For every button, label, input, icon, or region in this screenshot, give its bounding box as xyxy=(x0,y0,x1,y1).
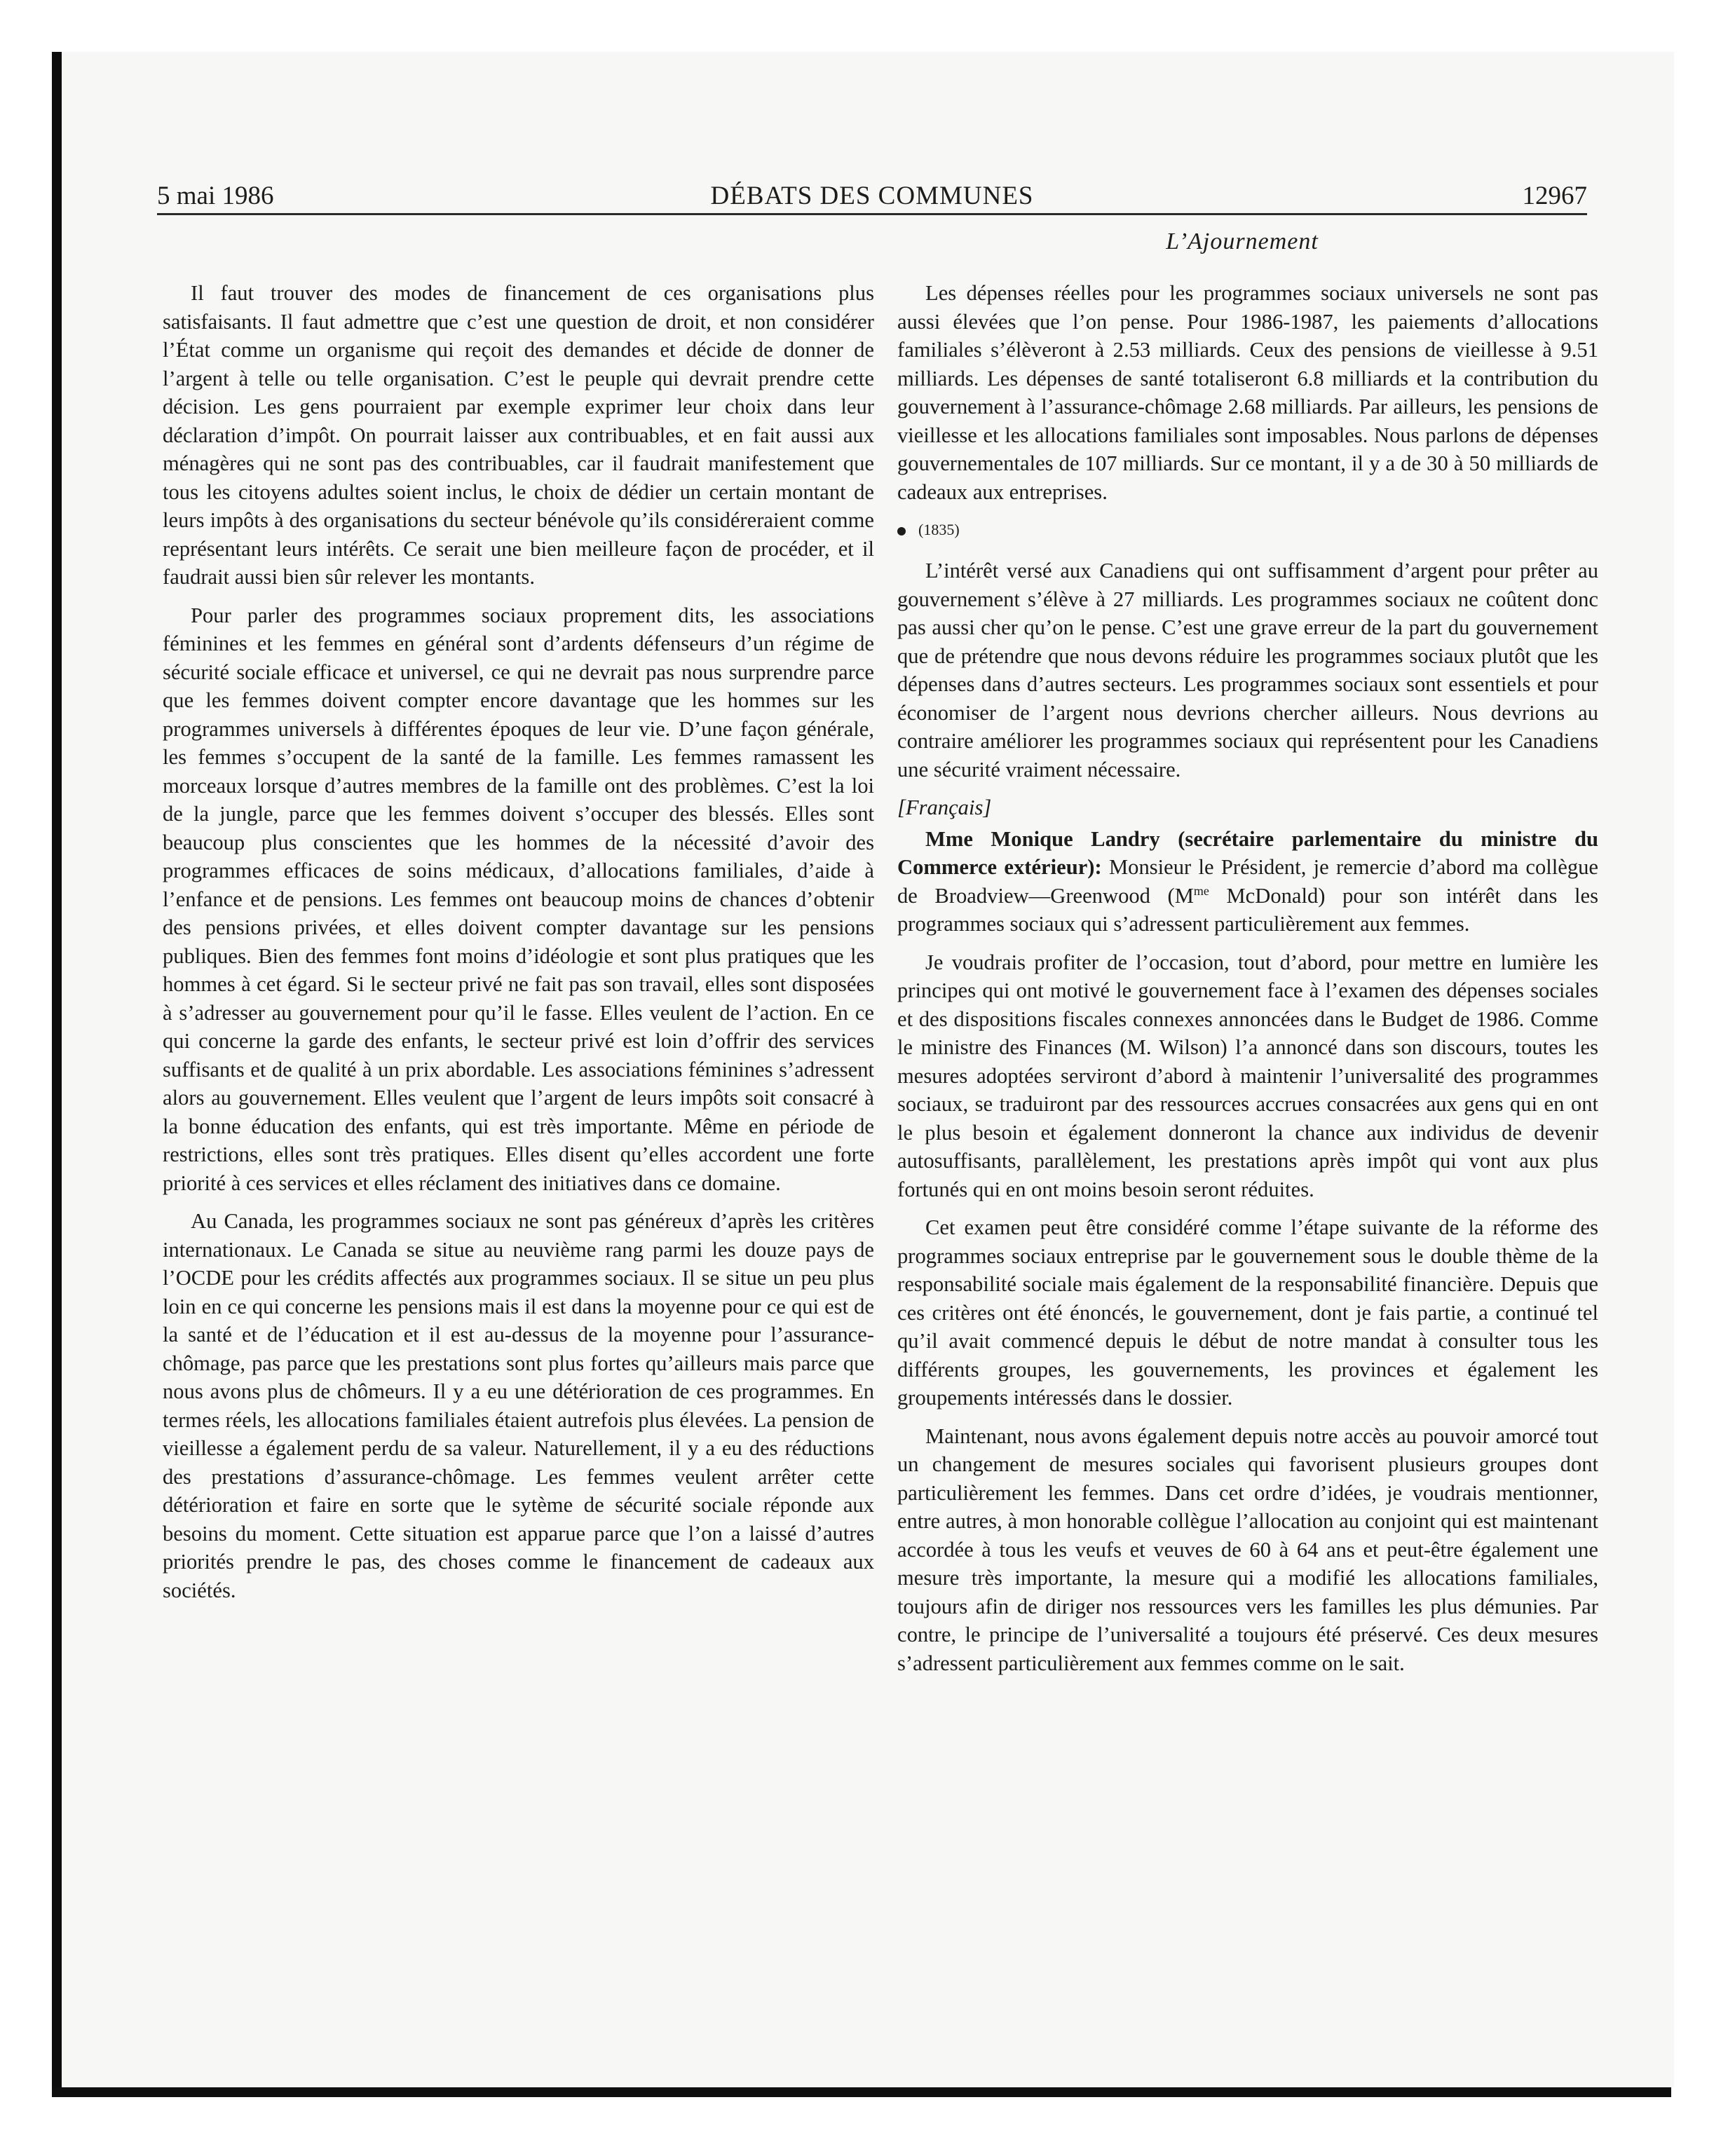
language-tag xyxy=(897,793,1598,822)
paragraph: Les dépenses réelles pour les programmes sociaux universels ne sont pas aussi élevées que l’on pense. Pour 1986-1987, les paiements d’allocations familiales s’élèveront à 2.53 milliards. Ceux des pensions de vieillesse à 9.51 milliards. Les dépenses de santé totaliseront 6.8 milliards et la contribution du gouvernement à l’assurance-chômage 2.68 milliards. Par ailleurs, les pensions de vieillesse et les allocations familiales sont imposables. Nous parlons de dépenses gouvernementales de 107 milliards. Sur ce montant, il y a de 30 à 50 milliards de cadeaux aux entreprises. xyxy=(897,281,1598,504)
section-title: L’Ajournement xyxy=(1166,228,1319,254)
superscript: me xyxy=(1193,883,1209,898)
scan-left-edge xyxy=(52,52,62,2097)
header-date: 5 mai 1986 xyxy=(157,182,274,210)
language-tag-text: [Français] xyxy=(897,796,992,819)
bullet-icon xyxy=(897,527,906,535)
page-number: 12967 xyxy=(1522,182,1587,210)
speaker-text: Monsieur le Président, je remercie d’abord ma collègue de Broadview—Greenwood (M xyxy=(897,855,1598,908)
running-header xyxy=(157,181,1587,216)
speaker-name: Mme Monique Landry (secrétaire parlementaire du ministre du Commerce extérieur): xyxy=(897,826,1598,879)
scan-bottom-edge xyxy=(52,2087,1671,2097)
paragraph: Pour parler des programmes sociaux proprement dits, les associations féminines et les femmes en général sont d’ardents défenseurs d’un régime de sécurité sociale efficace et universel, ce qui ne devrait pas nous surprendre parce que les femmes doivent compter encore davantage que les hommes sur les programmes universels à différentes époques de leur vie. D’une façon générale, les femmes s’occupent de la santé de la famille. Les femmes ramassent les morceaux lorsque d’autres membres de la famille ont des problèmes. C’est la loi de la jungle, parce que les femmes doivent s’occuper des blessés. Elles sont beaucoup plus conscientes que les hommes de la nécessité d’avoir des programmes efficaces de soins médicaux, d’allocations familiales, d’aide à l’enfance et de pensions. Les femmes ont beaucoup moins de chances d’obtenir des pensions privées, et elles doivent compter davantage sur les pensions publiques. Bien des femmes font moins d’idéologie et sont plus pratiques que les hommes à cet égard. Si le secteur privé ne fait pas son travail, elles sont disposées à s’adresser au gouvernement pour qu’il le fasse. Elles veulent de l’action. En ce qui concerne la garde des enfants, le secteur privé est loin d’offrir des services suffisants et de qualité à un prix abordable. Les associations féminines s’adressent alors au gouvernement. Elles veulent que l’argent de leurs impôts soit consacré à la bonne éducation des enfants, qui est très importante. Même en période de restrictions, elles sont très pratiques. Elles disent qu’elles accordent une forte priorité à ces services et elles réclament des initiatives dans ce domaine. xyxy=(163,603,874,1195)
paragraph: Cet examen peut être considéré comme l’étape suivante de la réforme des programmes sociaux entreprise par le gouvernement sous le double thème de la responsabilité sociale mais également de la responsabilité financière. Depuis que ces critères ont été énoncés, le gouvernement, dont je fais partie, a continué tel qu’il avait commencé depuis le début de notre mandat à consulter tous les différents groupes, les gouvernements, les provinces et également les groupements intéressés dans le dossier. xyxy=(897,1215,1598,1410)
paragraph: Il faut trouver des modes de financement de ces organisations plus satisfaisants. Il faut admettre que c’est une question de droit, et non considérer l’État comme un organisme qui reçoit des demandes et décide de donner de l’argent à telle ou telle organisation. C’est le peuple qui devrait prendre cette décision. Les gens pourraient par exemple exprimer leur choix dans leur déclaration d’impôt. On pourrait laisser aux contribuables, et en fait aussi aux ménagères qui ne sont pas des contribuables, car il faudrait manifestement que tous les citoyens adultes soient inclus, le choix de dédier un certain montant de leurs impôts à des organisations du secteur bénévole qu’ils considéreraient comme représentant leurs intérêts. Ce serait une bien meilleure façon de procéder, et il faudrait aussi bien sûr relever les montants. xyxy=(163,281,874,589)
right-column xyxy=(897,279,1598,1687)
paragraph: Je voudrais profiter de l’occasion, tout d’abord, pour mettre en lumière les principes qui ont motivé le gouvernement face à l’examen des dépenses sociales et des dispositions fiscales connexes annoncées dans le Budget de 1986. Comme le ministre des Finances (M. Wilson) l’a annoncé dans son discours, toutes les mesures adoptées serviront d’abord à maintenir l’universalité des programmes sociaux, se traduiront par des ressources accrues consacrées aux gens qui en ont le plus besoin et également donneront la chance aux individus de devenir autosuffisants, parallèlement, les prestations après impôt qui vont aux plus fortunés qui en ont moins besoin seront réduites. xyxy=(897,950,1598,1201)
speaker-text-continued: McDonald) pour son intérêt dans les programmes sociaux qui s’adressent particulièrement aux femmes. xyxy=(897,883,1598,936)
time-marker-text: (1835) xyxy=(918,521,960,538)
paragraph: Maintenant, nous avons également depuis notre accès au pouvoir amorcé tout un changement de mesures sociales qui favorisent plusieurs groupes dont particulièrement les femmes. Dans cet ordre d’idées, je voudrais mentionner, entre autres, à mon honorable collègue l’allocation au conjoint qui est maintenant accordée à tous les veufs et veuves de 60 à 64 ans et peut-être également une mesure très importante, la mesure qui a modifié les allocations familiales, toujours afin de diriger nos ressources vers les familles les plus démunies. Par contre, le principe de l’universalité a toujours été préservé. Ces deux mesures s’adressent particulièrement aux femmes comme on le sait. xyxy=(897,1424,1598,1675)
header-rule xyxy=(157,213,1587,215)
paragraph: L’intérêt versé aux Canadiens qui ont suffisamment d’argent pour prêter au gouvernement s’élève à 27 milliards. Les programmes sociaux ne coûtent donc pas aussi cher qu’on le pense. C’est une grave erreur de la part du gouvernement que de prétendre que nous devons réduire les programmes sociaux plutôt que les dépenses dans d’autres secteurs. Les programmes sociaux sont essentiels et pour économiser de l’argent nous devrions chercher ailleurs. Nous devrions au contraire améliorer les programmes sociaux qui représentent pour les Canadiens une sécurité vraiment nécessaire. xyxy=(897,559,1598,782)
journal-title: DÉBATS DES COMMUNES xyxy=(710,182,1034,210)
left-column xyxy=(163,279,874,1614)
speaker-paragraph xyxy=(897,825,1598,939)
time-marker xyxy=(897,516,1598,544)
paragraph: Au Canada, les programmes sociaux ne sont pas généreux d’après les critères internationaux. Le Canada se situe au neuvième rang parmi les douze pays de l’OCDE pour les crédits affectés aux programmes sociaux. Il se situe un peu plus loin en ce qui concerne les pensions mais il est dans la moyenne pour ce qui est de la santé et de l’éducation et il est au-dessus de la moyenne pour l’assurance-chômage, pas parce que les prestations sont plus fortes qu’ailleurs mais parce que nous avons plus de chômeurs. Il y a eu une détérioration de ces programmes. En termes réels, les allocations familiales étaient autrefois plus élevées. La pension de vieillesse a également perdu de sa valeur. Naturellement, il y a eu des réductions des prestations d’assurance-chômage. Les femmes veulent arrêter cette détérioration et faire en sorte que le sytème de sécurité sociale réponde aux besoins du moment. Cette situation est apparue parce que l’on a laissé d’autres priorités prendre le pas, des choses comme le financement de cadeaux aux sociétés. xyxy=(163,1209,874,1602)
